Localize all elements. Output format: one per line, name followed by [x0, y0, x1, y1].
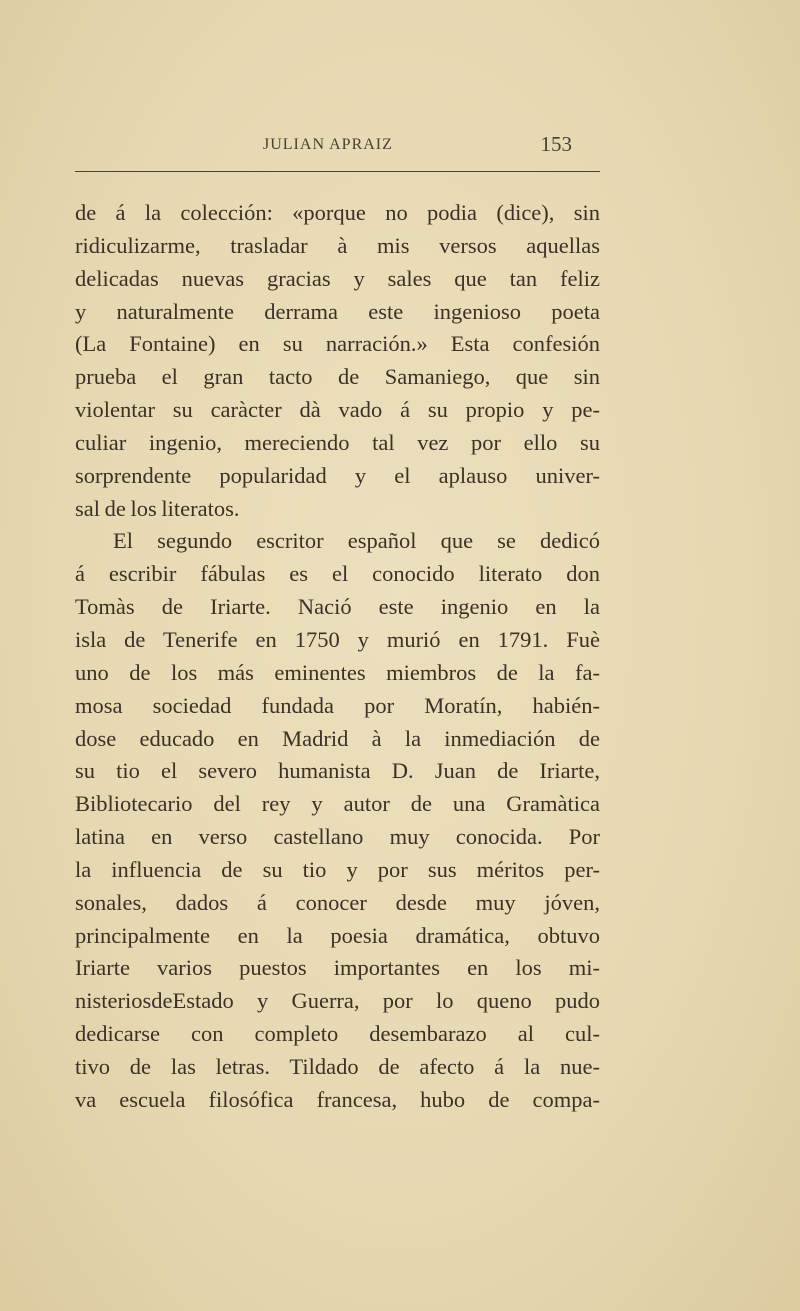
text-line: á escribir fábulas es el conocido literato don [75, 561, 600, 587]
text-line: latina en verso castellano muy conocida. Por [75, 824, 600, 850]
text-line: culiar ingenio, mereciendo tal vez por ello su [75, 429, 600, 455]
text-line: la influencia de su tio y por sus méritos per- [75, 856, 600, 882]
text-line: su tio el severo humanista D. Juan de Iriarte, [75, 758, 600, 784]
text-line: prueba el gran tacto de Samaniego, que sin [75, 364, 600, 390]
page-number: 153 [540, 132, 572, 156]
text-line: delicadas nuevas gracias y sales que tan feliz [75, 265, 600, 291]
text-line: nisteriosdeEstado y Guerra, por lo queno pudo [75, 988, 600, 1014]
text-line: dedicarse con completo desembarazo al cul- [75, 1021, 600, 1047]
text-line: tivo de las letras. Tildado de afecto á la nue- [75, 1053, 600, 1079]
text-line: El segundo escritor español que se dedicó [113, 528, 600, 554]
text-line: Tomàs de Iriarte. Nació este ingenio en la [75, 594, 600, 620]
text-line: Iriarte varios puestos importantes en los mi- [75, 955, 600, 981]
text-line: sal de los literatos. [75, 495, 240, 521]
text-line: mosa sociedad fundada por Moratín, habién- [75, 692, 600, 718]
header-rule [75, 171, 600, 172]
text-line: principalmente en la poesia dramática, obtuvo [75, 922, 600, 948]
text-line: Bibliotecario del rey y autor de una Gramàtica [75, 791, 600, 817]
text-line: va escuela filosófica francesa, hubo de compa- [75, 1086, 600, 1112]
running-header [75, 132, 600, 160]
text-line: violentar su caràcter dà vado á su propio y pe- [75, 397, 600, 423]
text-line: uno de los más eminentes miembros de la fa- [75, 659, 600, 685]
text-line: isla de Tenerife en 1750 y murió en 1791. Fuè [75, 626, 600, 652]
running-head-author: JULIAN APRAIZ [263, 136, 393, 153]
body-text [75, 197, 600, 1117]
text-line: sorprendente popularidad y el aplauso univer- [75, 462, 600, 488]
text-line: ridiculizarme, trasladar à mis versos aquellas [75, 232, 600, 258]
text-line: (La Fontaine) en su narración.» Esta confesión [75, 331, 600, 357]
text-line: sonales, dados á conocer desde muy jóven, [75, 889, 600, 915]
text-line: y naturalmente derrama este ingenioso poeta [75, 298, 600, 324]
text-line: dose educado en Madrid à la inmediación de [75, 725, 600, 751]
text-line: de á la colección: «porque no podia (dice), sin [75, 200, 600, 225]
